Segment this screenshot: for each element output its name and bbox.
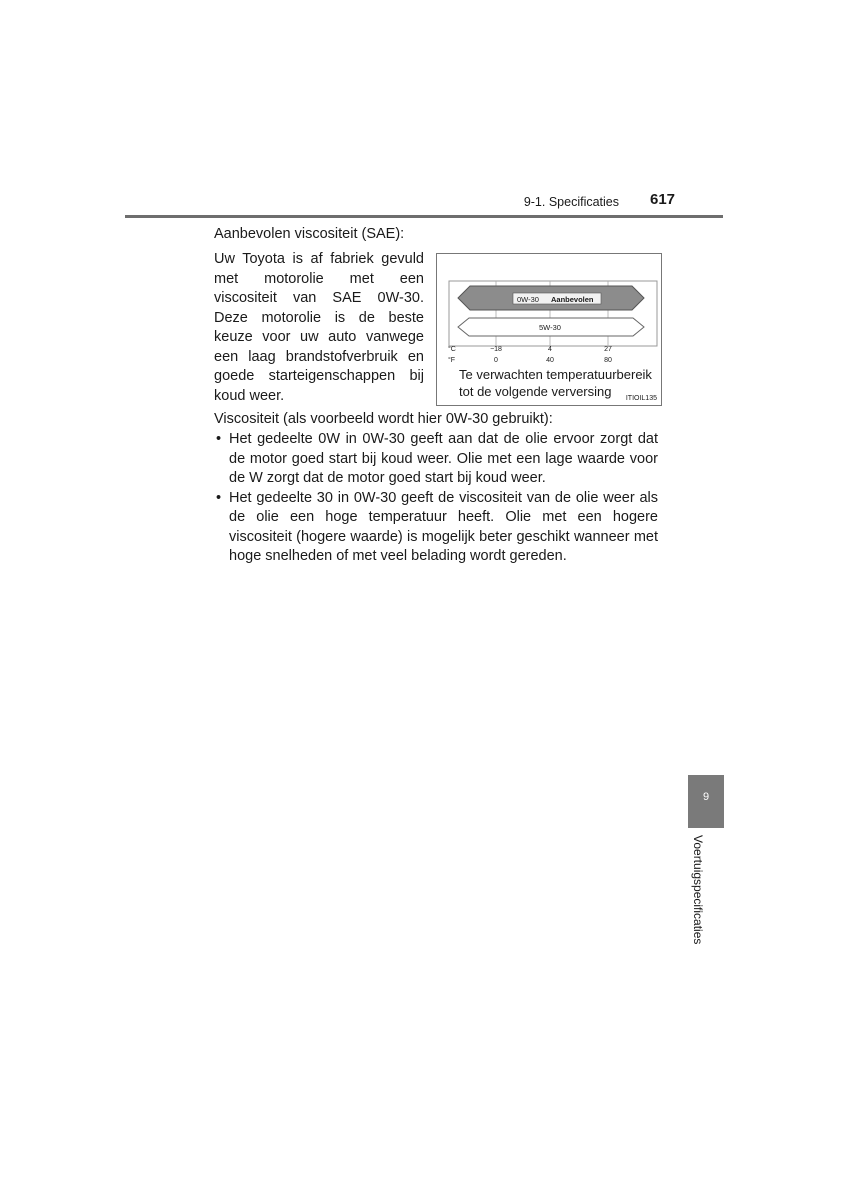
band-0w30-grade: 0W-30 bbox=[517, 295, 539, 304]
fahrenheit-unit: °F bbox=[448, 357, 456, 364]
viscosity-diagram bbox=[436, 253, 662, 406]
band-0w30-recommended-label: Aanbevolen bbox=[551, 295, 594, 304]
bullet-item: • Het gedeelte 0W in 0W-30 geeft aan dat de olie ervoor zorgt dat de motor goed start bij koud weer. Olie met een lage waarde voor de W zorgt dat de motor goed start bij koud weer. bbox=[214, 430, 658, 489]
diagram-caption: Te verwachten temperatuurbereik tot de volgende verversing bbox=[459, 367, 652, 399]
band-5w30-grade: 5W-30 bbox=[539, 323, 561, 332]
header-rule bbox=[125, 215, 723, 218]
chapter-label: Voertuigspecificaties bbox=[691, 835, 705, 945]
viscosity-heading: Viscositeit (als voorbeeld wordt hier 0W-30 gebruikt): bbox=[214, 411, 553, 427]
recommended-viscosity-text: Uw Toyota is af fabriek gevuld met motorolie met een viscositeit van SAE 0W-30. Deze motorolie is de beste keuze voor uw auto vanwege een laag brandstofverbruik en goede starteigenschappen bij koud weer. bbox=[214, 251, 424, 404]
celsius-tick: −18 bbox=[490, 346, 502, 353]
celsius-tick: 27 bbox=[604, 346, 612, 353]
recommended-viscosity-heading: Aanbevolen viscositeit (SAE): bbox=[214, 226, 405, 242]
diagram-code: ITIOIL135 bbox=[625, 395, 657, 402]
celsius-unit: °C bbox=[448, 346, 456, 353]
bullet-item: • Het gedeelte 30 in 0W-30 geeft de viscositeit van de olie weer als de olie een hoge temperatuur heeft. Olie met een hogere viscositeit (hogere waarde) is mogelijk beter geschikt wanneer met hoge snelheden of met veel belading wordt gereden. bbox=[214, 489, 658, 567]
celsius-tick: 4 bbox=[548, 346, 552, 353]
fahrenheit-tick: 40 bbox=[546, 357, 554, 364]
fahrenheit-tick: 80 bbox=[604, 357, 612, 364]
viscosity-bullet-list bbox=[214, 430, 658, 567]
chapter-tab bbox=[688, 775, 724, 828]
chapter-tab-number: 9 bbox=[702, 791, 710, 803]
fahrenheit-tick: 0 bbox=[494, 357, 498, 364]
section-title: 9-1. Specificaties bbox=[523, 195, 619, 209]
page-number: 617 bbox=[650, 191, 676, 208]
